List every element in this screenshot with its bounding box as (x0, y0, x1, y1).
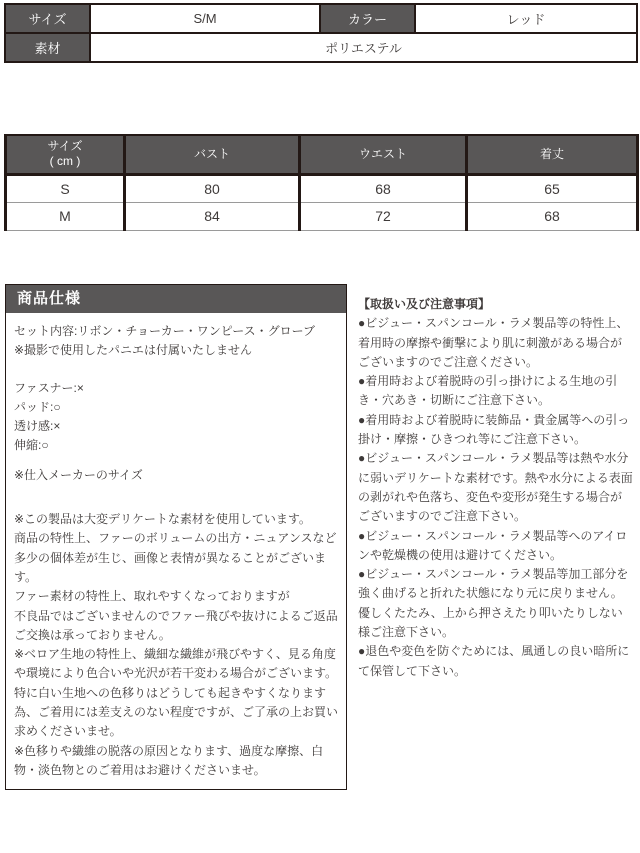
size-chart-header-row (6, 135, 638, 174)
waist-cell: 68 (300, 174, 467, 202)
care-notes-title: 【取扱い及び注意事項】 (358, 297, 491, 311)
column-header-waist: ウエスト (300, 135, 467, 174)
size-chart-table (4, 134, 639, 231)
size-value-cell: S/M (90, 4, 320, 33)
material-notes-block (14, 510, 338, 780)
set-contents-text: セット内容:リボン・チョーカー・ワンピース・グローブ (14, 324, 316, 338)
option-row-size-color (5, 4, 637, 33)
column-header-length: 着丈 (467, 135, 638, 174)
feature-item-pad: パッド:○ (14, 399, 61, 414)
size-label-cell: サイズ (5, 4, 90, 33)
row-name-cell: S (6, 174, 125, 202)
care-note-item: ●着用時および着脱時の引っ掛けによる生地の引き・穴あき・切断にご注意下さい。 (358, 374, 618, 408)
material-note: ※この製品は大変デリケートな素材を使用しています。 (14, 512, 311, 527)
spec-box-title: 商品仕様 (6, 285, 346, 313)
color-value-cell: レッド (415, 4, 637, 33)
material-note: ファー素材の特性上、取れやすくなっておりますが (14, 589, 290, 604)
material-note: 不良品ではございませんのでファー飛びや抜けによるご返品ご交換は承っておりません。 (14, 608, 338, 642)
care-note-item: ●ビジュー・スパンコール・ラメ製品等は熱や水分に弱いデリケートな素材です。熱や水分による表面の剥がれや色落ち、変色や変形が発生する場合がございますのでご注意下さい。 (358, 451, 633, 524)
material-label-cell: 素材 (5, 33, 90, 62)
length-cell: 65 (467, 174, 638, 202)
product-option-table (4, 3, 638, 63)
feature-item-fastener: ファスナー:× (14, 380, 84, 395)
care-note-item: ●ビジュー・スパンコール・ラメ製品等の特性上、着用時の摩擦や衝撃により肌に刺激がある場合がございますのでご注意ください。 (358, 316, 629, 369)
spec-box (5, 284, 347, 790)
table-row-size-s (6, 174, 638, 202)
feature-item-sheerness: 透け感:× (14, 419, 61, 434)
table-row-size-m (6, 202, 638, 230)
waist-cell: 72 (300, 202, 467, 230)
material-value-cell: ポリエステル (90, 33, 637, 62)
material-note: ※ベロア生地の特性上、繊細な繊維が飛びやすく、見る角度や環境により色合いや光沢が若干変わる場合がございます。 (14, 647, 338, 681)
bust-cell: 80 (125, 174, 300, 202)
material-note: 特に白い生地への色移りはどうしても起きやすくなります為、ご着用には差支えのない程度ですが、ご了承の上お買い求めくださいませ。 (14, 685, 339, 739)
color-label-cell: カラー (320, 4, 415, 33)
care-note-item: ●着用時および着脱時に装飾品・貴金属等への引っ掛け・摩擦・ひきつれ等にご注意下さい。 (358, 412, 630, 447)
corner-label-line1: サイズ (47, 139, 83, 154)
material-note: 商品の特性上、ファーのボリュームの出方・ニュアンスなど多少の個体差が生じ、画像と表情が異なることがございます。 (14, 531, 337, 584)
spec-box-body (6, 313, 346, 780)
feature-list (14, 379, 338, 456)
option-row-material (5, 33, 637, 62)
care-notes (358, 295, 633, 681)
material-note: ※色移りや繊維の脱落の原因となります、過度な摩擦、白物・淡色物とのご着用はお避けくださいませ。 (14, 743, 324, 777)
set-contents-block (14, 322, 338, 361)
size-chart-corner-cell (6, 135, 125, 174)
corner-label-line2: ( cm ) (49, 154, 81, 169)
feature-item-stretch: 伸縮:○ (14, 438, 49, 453)
bust-cell: 84 (125, 202, 300, 230)
column-header-bust: バスト (125, 135, 300, 174)
size-note-text: ※仕入メーカーのサイズ (14, 467, 143, 482)
length-cell: 68 (467, 202, 638, 230)
row-name-cell: M (6, 202, 125, 230)
care-note-item: ●ビジュー・スパンコール・ラメ製品等加工部分を強く曲げると折れた状態になり元に戻りません。優しくたたみ、上から押さえたり叩いたりしない様ご注意下さい。 (358, 567, 629, 640)
set-note-text: ※撮影で使用したパニエは付属いたしません (14, 343, 253, 358)
care-note-item: ●退色や変色を防ぐためには、風通しの良い暗所にて保管して下さい。 (358, 644, 630, 678)
care-note-item: ●ビジュー・スパンコール・ラメ製品等へのアイロンや乾燥機の使用は避けてください。 (358, 528, 628, 562)
